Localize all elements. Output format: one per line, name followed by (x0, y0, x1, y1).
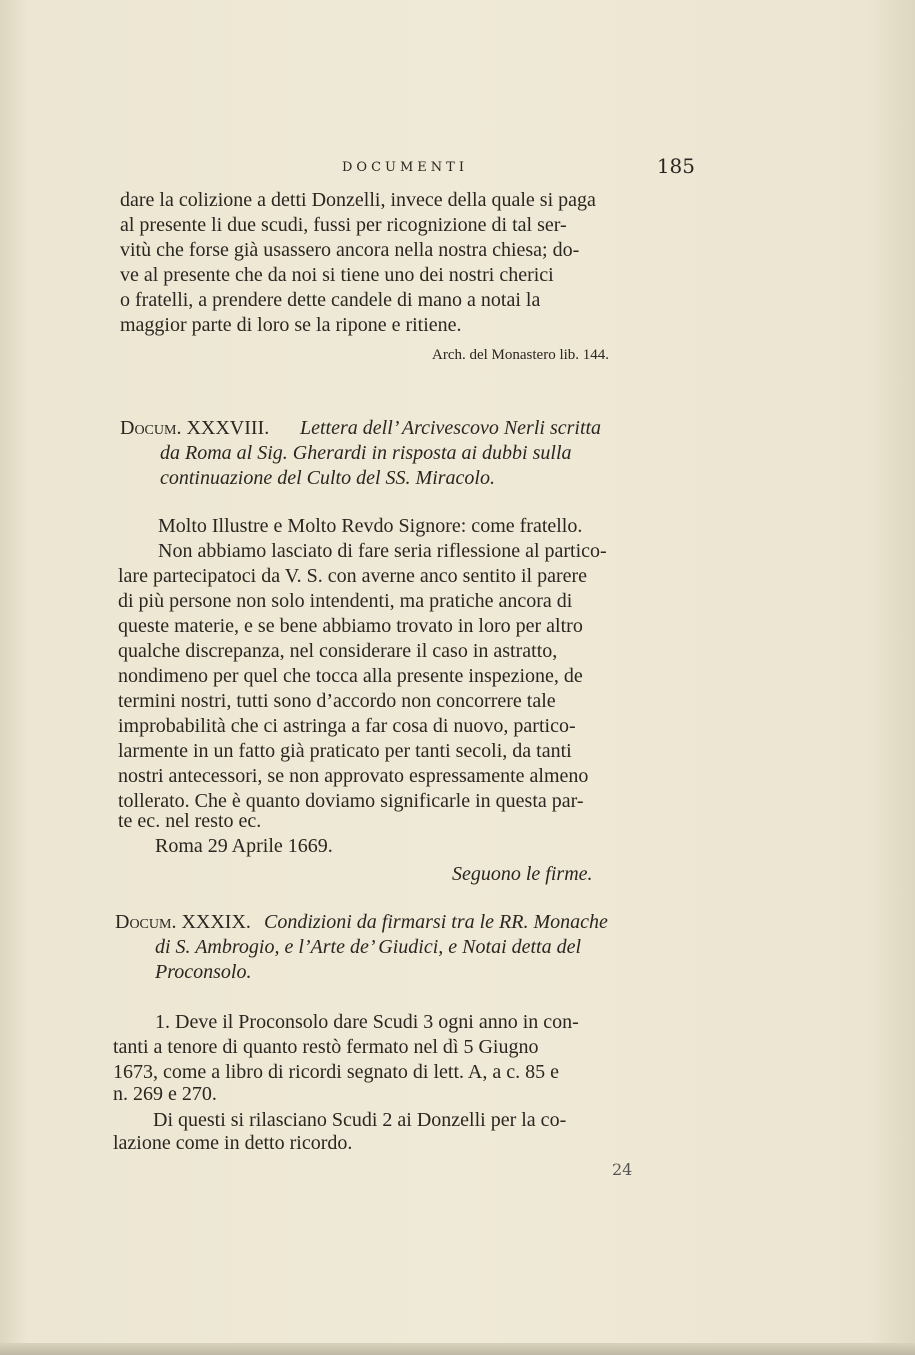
clause-line: Di questi si rilasciano Scudi 2 ai Donzelli per la co- (153, 1109, 567, 1131)
clause-line: 1673, come a libro di ricordi segnato di lett. A, a c. 85 e (113, 1061, 559, 1083)
body-line: nostri antecessori, se non approvato espressamente almeno (118, 765, 589, 787)
text-line: dare la colizione a detti Donzelli, invece della quale si paga (120, 189, 596, 211)
doc38-title-line: Lettera dell’ Arcivescovo Nerli scritta (300, 417, 602, 439)
page-number: 185 (656, 154, 695, 178)
clause-line: tanti a tenore di quanto restò fermato nel dì 5 Giugno (113, 1036, 539, 1058)
doc39-title-line: Proconsolo. (155, 961, 252, 983)
page-edge (0, 1343, 915, 1355)
doc38-title-line: da Roma al Sig. Gherardi in risposta ai dubbi sulla (160, 442, 572, 464)
doc39-label: Docum. XXXIX. (115, 911, 251, 933)
body-line: nondimeno per quel che tocca alla presente inspezione, de (118, 665, 583, 687)
doc39-title-line: di S. Ambrogio, e l’Arte de’ Giudici, e Notai detta del (155, 936, 582, 958)
running-title: DOCUMENTI (342, 160, 468, 175)
salutation: Molto Illustre e Molto Revdo Signore: come fratello. (158, 515, 583, 537)
clause-line: 1. Deve il Proconsolo dare Scudi 3 ogni anno in con- (155, 1011, 579, 1033)
doc39-title-line: Condizioni da firmarsi tra le RR. Monache (264, 911, 608, 933)
running-header (120, 154, 695, 180)
signature-mark: 24 (612, 1160, 633, 1179)
doc38-label: Docum. XXXVIII. (120, 417, 270, 439)
body-line: qualche discrepanza, nel considerare il caso in astratto, (118, 640, 558, 662)
body-line: improbabilità che ci astringa a far cosa di nuovo, partico- (118, 715, 576, 737)
text-line: al presente li due scudi, fussi per ricognizione di tal ser- (120, 214, 567, 236)
letter-date: Roma 29 Aprile 1669. (155, 835, 333, 857)
body-line: te ec. nel resto ec. (118, 810, 262, 832)
body-line: Non abbiamo lasciato di fare seria riflessione al partico- (158, 540, 607, 562)
doc38-title-line: continuazione del Culto del SS. Miracolo. (160, 467, 495, 489)
text-line: vitù che forse già usassero ancora nella nostra chiesa; do- (120, 239, 580, 261)
body-line: lare partecipatoci da V. S. con averne anco sentito il parere (118, 565, 588, 587)
text-line: maggior parte di loro se la ripone e ritiene. (120, 314, 462, 336)
text-line: ve al presente che da noi si tiene uno dei nostri cherici (120, 264, 554, 286)
body-line: tollerato. Che è quanto doviamo significarle in questa par- (118, 790, 584, 812)
clause-line: n. 269 e 270. (113, 1083, 217, 1105)
text-line: o fratelli, a prendere dette candele di mano a notai la (120, 289, 541, 311)
body-line: di più persone non solo intendenti, ma pratiche ancora di (118, 590, 573, 612)
body-line: queste materie, e se bene abbiamo trovato in loro per altro (118, 615, 583, 637)
letter-closing: Seguono le firme. (452, 863, 593, 885)
archive-source: Arch. del Monastero lib. 144. (432, 347, 610, 363)
body-line: larmente in un fatto già praticato per tanti secoli, da tanti (118, 740, 572, 762)
body-line: termini nostri, tutti sono d’accordo non concorrere tale (118, 690, 556, 712)
clause-line: lazione come in detto ricordo. (113, 1132, 353, 1154)
